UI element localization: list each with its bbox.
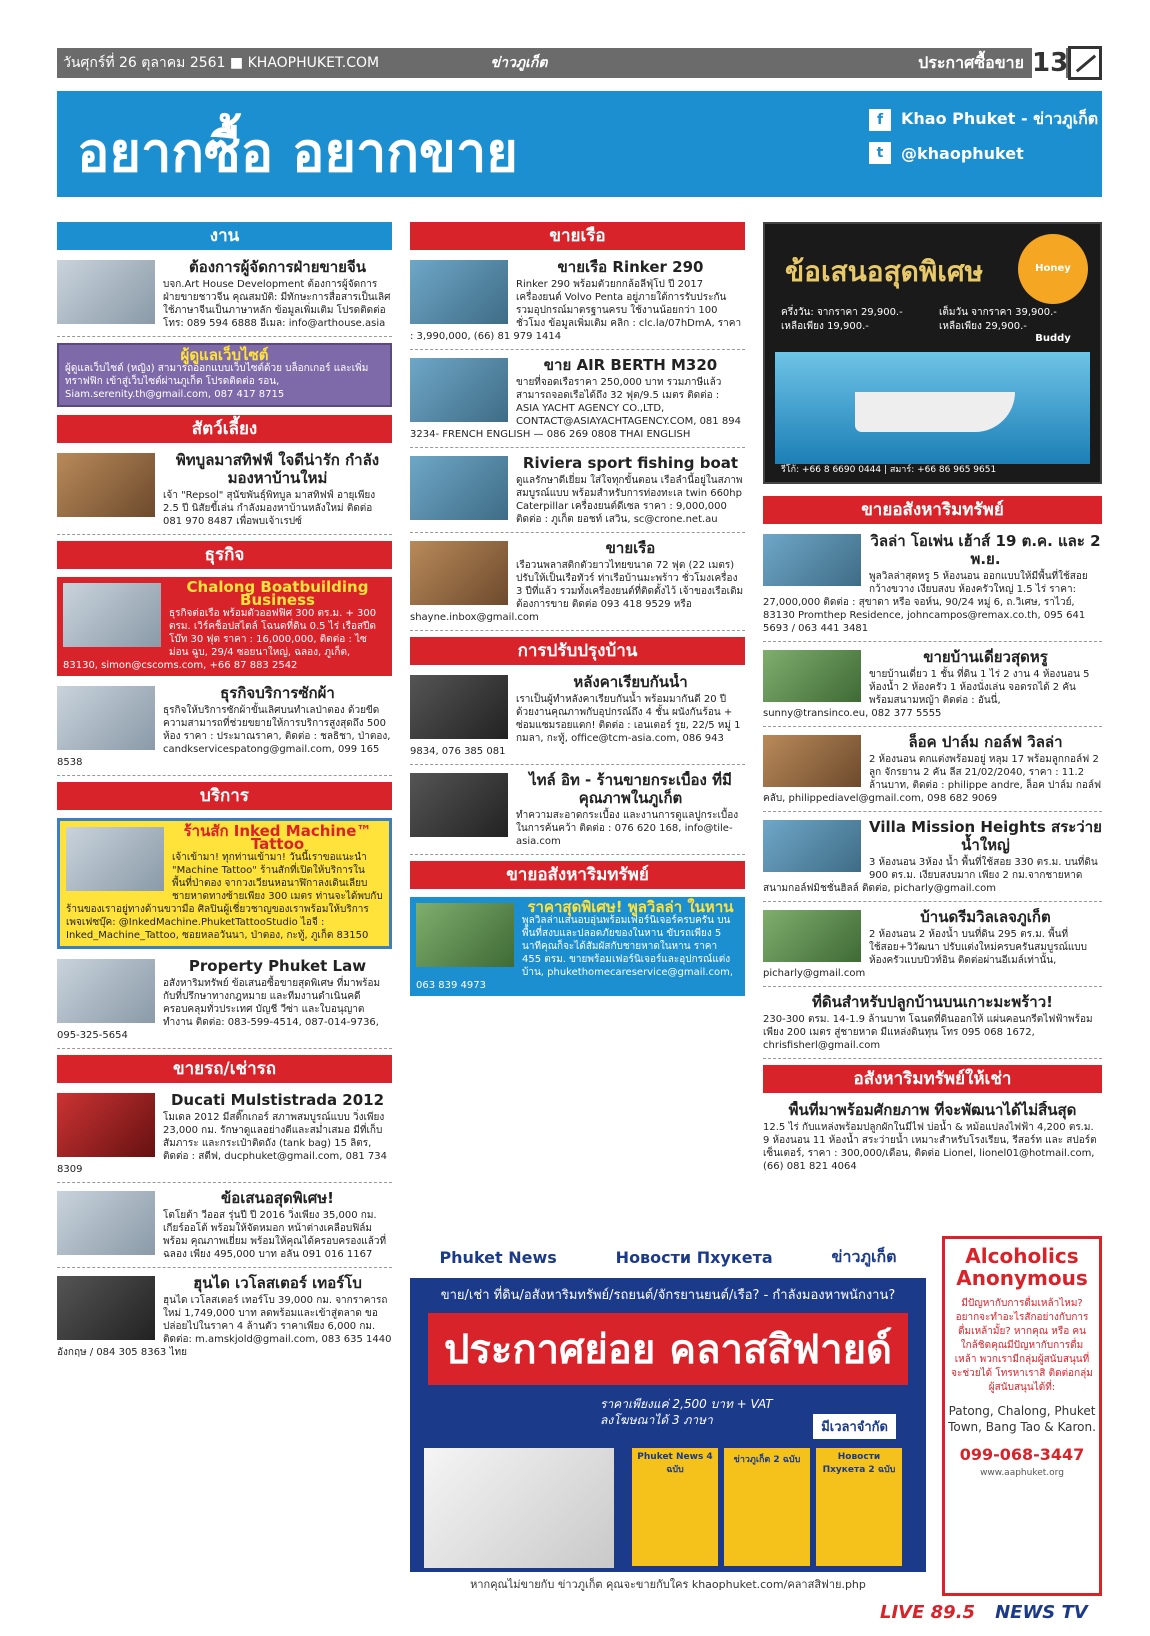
top-bar — [57, 48, 1102, 78]
real-estate-ad-body: 2 ห้องนอน ตกแต่งพร้อมอยู่ หลุม 17 พร้อมลูกกอล์ฟ 2 ลูก จักรยาน 2 คัน ลีส 21/02/2040, ราคา : 11.2 ล้านบาท, ติดต่อ : philippe andre, ล็อค ปาล์ม กอล์ฟ คลับ, philippediavel@gmail.com, 098 682 9069 — [763, 754, 1102, 804]
boat-ad-title: Riviera sport fishing boat — [522, 454, 739, 472]
column-3 — [763, 496, 1102, 1185]
promo-limited-badge: มีเวลาจำกัด — [813, 1414, 896, 1439]
publication-logos — [410, 1236, 926, 1278]
real-estate-ad-5[interactable] — [763, 908, 1102, 987]
tile-shop-photo — [410, 773, 508, 837]
dream-village-photo — [763, 910, 861, 962]
roofing-photo — [410, 675, 508, 739]
tier-khao-phuket: ข่าวภูเก็ต 2 ฉบับ — [724, 1448, 810, 1566]
house-photo — [763, 650, 861, 702]
page-banner — [57, 91, 1102, 197]
novosti-logo: Новости Пхукета — [615, 1247, 773, 1267]
newspaper-stack-image — [424, 1448, 614, 1568]
dog-photo — [57, 453, 155, 517]
service-ad-2[interactable] — [57, 957, 392, 1049]
business-ad-body: ธุรกิจต่อเรือ พร้อมตัวออฟฟิศ 300 ตร.ม. + 300 ตรม. เวิร์คช็อปสไตล์ โฉนดที่ดิน 0.5 ไร่ เรือสปีดโบ๊ท 30 ฟุต ราคา : 16,000,000, ติดต่อ : ไซม่อน ฉูบ, 29/4 ซอยนาใหญ่, ฉลอง, ภูเก็ต, 83130, simon@cscoms.com, +66 87 883 2542 — [63, 608, 377, 671]
promo-tiers — [632, 1448, 902, 1566]
boat-ad-1[interactable] — [410, 258, 745, 350]
fishing-boat-photo — [410, 456, 508, 520]
motorcycle-photo — [57, 1093, 155, 1157]
car-ad-body: โมเดล 2012 มีสติ๊กเกอร์ สภาพสมบูรณ์แบบ วิ่งเพียง 23,000 กม. รักษาดูแลอย่างดีและสม่ำเสมอ มีที่เก็บสัมภาระ และกระเป๋าติดถัง (tank bag) 15 ลิตร, ติดต่อ : สตีฟ, ducphuket@gmail.com, 081 734 8309 — [57, 1112, 387, 1175]
section-title: ประกาศซื้อขาย — [918, 52, 1024, 72]
logo-text: ข่าวภูเก็ต — [490, 55, 548, 71]
home-ad-title: ไทล์ อิท - ร้านขายกระเบื้อง ที่มีคุณภาพในภูเก็ต — [529, 771, 732, 807]
facebook-label: Khao Phuket - ข่าวภูเก็ต — [901, 109, 1099, 128]
facebook-icon: f — [869, 109, 891, 131]
pool-villa-photo — [763, 820, 861, 872]
pets-header: สัตว์เลี้ยง — [57, 415, 392, 443]
home-ad-1[interactable] — [410, 673, 745, 765]
home-improvement-header: การปรับปรุงบ้าน — [410, 637, 745, 665]
business-header: ธุรกิจ — [57, 541, 392, 569]
real-estate-ad-title: Villa Mission Heights สระว่ายน้ำใหญ่ — [869, 818, 1102, 854]
real-estate-ad-3[interactable] — [763, 733, 1102, 812]
facebook-link[interactable] — [869, 107, 1098, 132]
pet-ad-body: เจ้า "Repsol" สุนัขพันธุ์พิทบูล มาสทิฟฟ์ อายุเพียง 2.5 ปี นิสัยขี้เล่น กำลังมองหาบ้านหลังใหม่ ติดต่อ 081 970 8487 เพื่อพบเจ้าเรปซ์ — [163, 490, 376, 527]
car-ad-body: โตโยต้า วีออส รุ่นปี ปี 2016 วิ่งเพียง 35,000 กม. เกียร์ออโต้ พร้อมให้จัดหมอก หน้าต่างเคลือบฟิล์มพร้อม คุณภาพเยี่ยม พร้อมให้คุณได้ครอบครองแล้วที่ ฉลอง เพียง 495,000 บาท อลัน 091 016 1167 — [163, 1210, 387, 1260]
car-ad-title: Ducati Mulstistrada 2012 — [170, 1091, 385, 1109]
marina-photo — [410, 358, 508, 422]
service-ad-body: อสังหาริมทรัพย์ ข้อเสนอซื้อขายสุดพิเศษ ที่มาพร้อมกับที่ปรึกษาทางกฎหมาย และทีมงานดำเนินคดี ครอบคลุมทั่วประเทศ บัญชี วีซ่า และใบอนุญาตทำงาน ติดต่อ: 083-599-4514, 087-014-9736, 095-325-5654 — [57, 978, 381, 1041]
real-estate-ad-body: พูลวิลล่าสุดหรู 5 ห้องนอน ออกแบบให้มีพื้นที่ใช้สอยกว้างขวาง เงียบสงบ ห้องครัวใหญ่ 1.5 ไร่ ราคา: 27,000,000 ติดต่อ : สุขาดา หรือ จอห์น, 90/24 หมู่ 6, ถ.วิเศษ, ราไวย์, 83130 Promthep Residence, johncampos@remax.co.th, 095 641 5693 / 063 441 3481 — [763, 571, 1088, 634]
tier-phuket-news: Phuket News 4 ฉบับ — [632, 1448, 718, 1566]
speedboat-shape — [855, 392, 1015, 432]
real-estate-ad-4[interactable] — [763, 818, 1102, 902]
real-estate-sale-header: ขายอสังหาริมทรัพย์ — [410, 861, 745, 889]
boat-photo — [410, 260, 508, 324]
boat-ad-3[interactable] — [410, 454, 745, 533]
boatyard-photo — [63, 583, 161, 647]
column-2 — [410, 222, 745, 996]
banner-title: อยากซื้อ อยากขาย — [77, 121, 518, 184]
real-estate-ad-body: 3 ห้องนอน 3ห้อง น้ำ พื้นที่ใช้สอย 330 ตร.ม. บนที่ดิน 900 ตร.ม. เงียบสงบมาก เพียง 2 กม.จากชายหาด สนามกอล์ฟมิชชั่นฮิลล์ ติดต่อ, picharly@gmail.com — [763, 857, 1098, 894]
golf-villa-photo — [763, 735, 861, 787]
real-estate-ad-title: วิลล่า โอเพ่น เฮ้าส์ 19 ต.ค. และ 2 พ.ย. — [870, 532, 1101, 568]
column-1 — [57, 222, 392, 1371]
job-ad-title: ต้องการผู้จัดการฝ่ายขายจีน — [188, 258, 367, 276]
business-ad-title: Chalong Boatbuilding Business — [186, 578, 369, 609]
khao-phuket-logo: ข่าวภูเก็ต — [831, 1246, 897, 1266]
tier-novosti: Новости Пхукета 2 ฉบับ — [816, 1448, 902, 1566]
car-photo — [57, 1276, 155, 1340]
ad-headline: ข้อเสนอสุดพิเศษ — [785, 255, 984, 288]
job-ad-1[interactable] — [57, 258, 392, 337]
rent-ad-title: พื้นที่มาพร้อมศักยภาพ ที่จะพัฒนาได้ไม่สิ้นสุด — [788, 1101, 1077, 1119]
honey-buddy-logo: Honey Buddy — [1018, 234, 1088, 304]
business-ad-title: ธุรกิจบริการซักผ้า — [220, 684, 335, 702]
real-estate-ad-title: ราคาสุดพิเศษ! พูลวิลล่า ในหาน — [527, 898, 734, 916]
ad-phone: รีโก้: +66 8 6690 0444 | สมาร์: +66 86 965 9651 — [781, 465, 997, 475]
date-text: วันศุกร์ที่ 26 ตุลาคม 2561 — [63, 55, 226, 71]
real-estate-sale-header-2: ขายอสังหาริมทรัพย์ — [763, 496, 1102, 524]
boat-ad-body: ดูแลรักษาดีเยี่ยม ใส่ใจทุกขั้นตอน เรือลำนี้อยู่ในสภาพสมบูรณ์แบบ พร้อมสำหรับการท่องทะเล twin 660hp Caterpillar เครื่องยนต์ดีเซล ราคา : 9,000,000 ติดต่อ : ภูเก็ต ยอชท์ เสวิน, sc@crone.net.au — [516, 475, 743, 525]
job-ad-title: ผู้ดูแลเว็บไซต์ — [180, 346, 269, 364]
alcoholics-anonymous-ad[interactable] — [942, 1236, 1102, 1596]
job-ad-body: บจก.Art House Development ต้องการผู้จัดการฝ่ายขายชาวจีน คุณสมบัติ: มีทักษะการสื่อสารเป็นเลิศ ใช้ภาษาจีนเป็นภาษาหลัก ข้อมูลเพิ่มเติม โปรดติดต่อ โทร: 089 594 6888 อีเมล: info@arthouse.asia — [163, 279, 391, 329]
social-links — [869, 107, 1098, 174]
service-ad-body: เจ้าเข้ามา! ทุกท่านเข้ามา! วันนี้เราขอแนะนำ "Machine Tattoo" ร้านสักที่เปิดให้บริการในพื้นที่ป่าตอง จากวงเวียนหอนาฬิกาลงเดินเลียบชายหาดทางซ้ายเพียง 300 เมตร ท่านจะได้พบกับร้านของเราอยู่ทางด้านขวามือ ศิลปินผู้เชี่ยวชาญของเราพร้อมให้บริการ เพจเฟซบุ๊ค: @InkedMachine.PhuketTattooStudio ไอจี : Inked_Machine_Tattoo, ซอยหลอวันนา, ป่าตอง, กะทู้, ภูเก็ต 83150 — [66, 852, 383, 941]
full-day-price: เต็มวัน จากราคา 39,900.- เหลือเพียง 29,900.- — [939, 307, 1057, 332]
aa-places: Patong, Chalong, Phuket Town, Bang Tao & Karon. — [948, 1404, 1096, 1434]
home-ad-body: ทำความสะอาดกระเบื้อง และงานการดูแลปูกระเบื้องในการค้นคว้า ติดต่อ : 076 620 168, info@tile-asia.com — [516, 810, 739, 847]
real-estate-ad-body: 2 ห้องนอน 2 ห้องน้ำ บนที่ดิน 295 ตร.ม. พื้นที่ใช้สอย+วิวัฒนา ปรับแต่งใหม่ครบครันสมบูรณ์แบบ ห้องครัวแบบบิวท์อิน ติดต่อผ่านอีเมล์เท่านั้น, picharly@gmail.com — [763, 929, 1088, 979]
real-estate-rent-header: อสังหาริมทรัพย์ให้เช่า — [763, 1065, 1102, 1093]
classified-promo-ad[interactable] — [410, 1236, 926, 1596]
real-estate-ad-title: ล็อค ปาล์ม กอล์ฟ วิลล่า — [908, 733, 1063, 751]
twitter-label: @khaophuket — [901, 143, 1024, 163]
villa-photo — [763, 534, 861, 586]
service-ad-title: Property Phuket Law — [188, 957, 367, 975]
speedboat-photo — [775, 352, 1090, 464]
car-ad-title: ฮุนได เวโลสเตอร์ เทอร์โบ — [193, 1274, 362, 1292]
twitter-link[interactable] — [869, 142, 1098, 164]
boat-ad-body: ขายที่จอดเรือราคา 250,000 บาท รวมภาษีแล้ว สามารถจอดเรือได้ถึง 32 ฟุต/9.5 เมตร ติดต่อ : ASIA YACHT AGENCY CO.,LTD, CONTACT@ASIAYACHTAGENCY.COM, 081 894 3234- FRENCH ENGLISH — 086 269 0808 THAI ENGLISH — [410, 377, 741, 440]
news-tv-logo: NEWS TV — [995, 1602, 1088, 1623]
live-radio-logo: LIVE 89.5 — [880, 1602, 976, 1623]
real-estate-ad-2[interactable] — [763, 648, 1102, 727]
real-estate-ad-1[interactable] — [763, 532, 1102, 642]
jobs-header: งาน — [57, 222, 392, 250]
boat-ad-title: ขาย AIR BERTH M320 — [543, 356, 718, 374]
boats-header: ขายเรือ — [410, 222, 745, 250]
ad-prices — [781, 306, 1079, 334]
home-ad-2[interactable] — [410, 771, 745, 855]
boat-ad-title: ขายเรือ — [605, 539, 656, 557]
aa-title: Alcoholics Anonymous — [956, 1244, 1088, 1290]
boat-ad-2[interactable] — [410, 356, 745, 448]
date-and-site: วันศุกร์ที่ 26 ตุลาคม 2561 ■ KHAOPHUKET.COM — [63, 55, 380, 71]
promo-subtitle: ขาย/เช่า ที่ดิน/อสังหาริมทรัพย์/รถยนต์/จักรยานยนต์/เรือ? - กำลังมองหาพนักงาน? — [440, 1288, 896, 1303]
job-ad-body: ผู้ดูแลเว็บไซต์ (หญิง) สามารถออกแบบเว็บไซต์ด้วย บล็อกเกอร์ และเพิ่มทราฟฟิก เข้าสู่เว็บไซต์ผ่านภูเก็ต โปรดติดต่อ รอน, Siam.serenity.th@gmail.com, 087 417 8715 — [65, 363, 369, 400]
car-ad-2[interactable] — [57, 1189, 392, 1268]
page-number: 13 — [1032, 48, 1069, 78]
property-law-logo — [57, 959, 155, 1023]
aa-body: มีปัญหากับการดื่มเหล้าไหม? อยากจะทำอะไรสักอย่างกับการดื่มเหล้ามั้ย? หากคุณ หรือ คนใกล้ชิดคุณมีปัญหากับการดื่มเหล้า พวกเรามีกลุ่มผู้สนับสนุนที่จะช่วยได้ โทรหาเราสิ ติดต่อกลุ่มผู้สนับสนุนได้ที่: — [951, 1298, 1093, 1393]
service-ad-title: ร้านสัก Inked Machine™ Tattoo — [183, 822, 372, 853]
promo-headline: ประกาศย่อย คลาสสิฟายด์ — [428, 1313, 908, 1385]
pet-ad-1[interactable] — [57, 451, 392, 535]
real-estate-ad-title: บ้านดรีมวิลเลจภูเก็ต — [920, 908, 1051, 926]
promo-price: ราคาเพียงแค่ 2,500 บาท + VAT ลงโฆษณาได้ 3 ภาษา — [600, 1397, 773, 1427]
home-ad-title: หลังคาเรียบกันน้ำ — [573, 673, 688, 691]
business-ad-2[interactable] — [57, 684, 392, 776]
business-ad-1[interactable] — [57, 577, 392, 676]
boat-charter-ad[interactable] — [763, 222, 1102, 484]
real-estate-ad-title: ขายบ้านเดี่ยวสุดหรู — [923, 648, 1048, 666]
footer-logos — [880, 1602, 1088, 1623]
car-ad-1[interactable] — [57, 1091, 392, 1183]
pool-villa-photo — [416, 903, 514, 967]
site-text[interactable]: KHAOPHUKET.COM — [247, 55, 380, 71]
rent-ad-body: 12.5 ไร่ กับแหล่งพร้อมปลูกผักในมีไฟ บ่อน้ำ & หม้อแปลงไฟฟ้า 4,200 ตร.ม. 9 ห้องนอน 11 ห้องน้ำ สระว่ายน้ำ เหมาะสำหรับโรงเรียน, รีสอร์ท และ สปอร์ตเซ็นเตอร์, ราคา : 300,000/เดือน, ติดต่อ Lionel, lionel01@hotmail.com, (66) 081 821 4064 — [763, 1122, 1097, 1172]
pet-ad-title: พิทบูลมาสทิฟฟ์ ใจดีน่ารัก กำลังมองหาบ้านใหม่ — [175, 451, 380, 487]
rent-ad-1[interactable] — [763, 1101, 1102, 1179]
half-day-price: ครึ่งวัน: จากราคา 29,900.- เหลือเพียง 19,900.- — [781, 307, 903, 332]
boat-ad-title: ขายเรือ Rinker 290 — [557, 258, 704, 276]
car-photo — [57, 1191, 155, 1255]
aa-phone[interactable]: 099-068-3447 — [959, 1445, 1085, 1464]
real-estate-ad-body: พูลวิลล่าแสนอบอุ่นพร้อมเฟอร์นิเจอร์ครบครัน บนพื้นที่สงบและปลอดภัยของในหาน ขับรถเพียง 5 นาทีคุณก็จะได้สัมผัสกับชายหาดในหาน ราคา 455 ตรม. ขายพร้อมเฟอร์นิเจอร์และอุปกรณ์แต่งบ้าน, phukethomecareservice@gmail.com, 063 839 4973 — [416, 915, 734, 991]
cars-header: ขายรถ/เช่ารถ — [57, 1055, 392, 1083]
phuket-news-logo: Phuket News — [439, 1247, 557, 1267]
art-house-logo — [57, 260, 155, 324]
tattoo-shop-photo — [66, 827, 164, 891]
real-estate-ad-body: 230-300 ตรม. 14-1.9 ล้านบาท โฉนดที่ดินออกให้ แผ่นคอนกรีตไฟฟ้าพร้อม เพียง 200 เมตร สู่ชายหาด มีแหล่งดินทุน โทร 095 068 1672, chrisfisherl@gmail.com — [763, 1014, 1093, 1051]
corner-arrow-icon — [1068, 46, 1102, 80]
boat-ad-body: Rinker 290 พร้อมตัวยกกล้อลีฟุ่โป ปี 2017 เครื่องยนต์ Volvo Penta อยู่ภายใต้การรับประกัน รวมอุปกรณ์มาตรฐานครบ ใช้งานน้อยกว่า 100 ชั่วโมง ข้อมูลเพิ่มเติม คลิก : clc.la/07hDmA, ราคา : 3,990,000, (66) 81 979 1414 — [410, 279, 742, 342]
twitter-icon: t — [869, 142, 891, 164]
service-ad-1[interactable] — [57, 818, 392, 949]
boat-ad-4[interactable] — [410, 539, 745, 631]
services-header: บริการ — [57, 782, 392, 810]
home-ad-body: เราเป็นผู้ทำหลังคาเรียบกันน้ำ พร้อมมากันดี 20 ปี ด้วยงานคุณภาพกับอุปกรณ์ถึง 4 ชั้น ผนังกันร้อน + ซ่อมแซมรอยแตก! ติดต่อ : เอนเตอร์ รูย, 22/5 หมู่ 1 กมลา, กะทู้, office@tcm-asia.com, 086 943 9834, 076 385 081 — [410, 694, 741, 757]
real-estate-ad-naiharn[interactable] — [410, 897, 745, 996]
job-ad-2[interactable] — [57, 343, 392, 407]
aa-website[interactable]: www.aaphuket.org — [980, 1468, 1064, 1478]
real-estate-ad-body: ขายบ้านเดี่ยว 1 ชั้น ที่ดิน 1 ไร่ 2 งาน 4 ห้องนอน 5 ห้องน้ำ 2 ห้องครัว 1 ห้องนั่งเล่น จอดรถได้ 2 คัน พร้อมสนามหญ้า ติดต่อ : อันนี่, sunny@transinco.eu, 082 377 5555 — [763, 669, 1090, 719]
car-ad-3[interactable] — [57, 1274, 392, 1365]
real-estate-ad-6[interactable] — [763, 993, 1102, 1059]
car-ad-title: ข้อเสนอสุดพิเศษ! — [221, 1189, 334, 1207]
laundry-photo — [57, 686, 155, 750]
business-ad-body: ธุรกิจให้บริการซักผ้าขั้นเลิศบนทำเลป่าตอง ด้วยขีดความสามารถที่ช่วยขยายให้การบริการสูงสุดถึง 500 ห้อง ราคา : ประมาณราคา, ติดต่อ : ชลธิชา, ป่าตอง, candkservicespatong@gmail.com, 099 165 8538 — [57, 705, 391, 768]
promo-footer-link[interactable]: หากคุณไม่ขายกับ ข่าวภูเก็ต คุณจะขายกับใคร khaophuket.com/คลาสสิฟาย.php — [410, 1572, 926, 1596]
real-estate-ad-title: ที่ดินสำหรับปลูกบ้านบนเกาะมะพร้าว! — [812, 993, 1053, 1011]
tour-boat-photo — [410, 541, 508, 605]
car-ad-body: ฮุนได เวโลสเตอร์ เทอร์โบ 39,000 กม. จากราคารถใหม่ 1,749,000 บาท ลดพร้อมและเข้าสู่ตลาด ขอปล่อยไปในราคา 4 ล้านตัว ราคาเพียง 6,000 กม. ติดต่อ: m.amskjold@gmail.com, 083 635 1440 อังกฤษ / 084 305 8363 ไทย — [57, 1295, 392, 1358]
boat-ad-body: เรือวนพลาสติกตัวยาวไทยขนาด 72 ฟุต (22 เมตร) ปรับให้เป็นเรือทัวร์ ท่าเรือบ้านมะพร้าว ชั่วโมงเครื่อง 3 ปีที่แล้ว รวมทั้งเครื่องยนต์ที่ติดตั้งไว้ เจ้าของเรือเดิมต้องการขาย ติดต่อ 093 418 9529 หรือ shayne.inbox@gmail.com — [410, 560, 744, 623]
